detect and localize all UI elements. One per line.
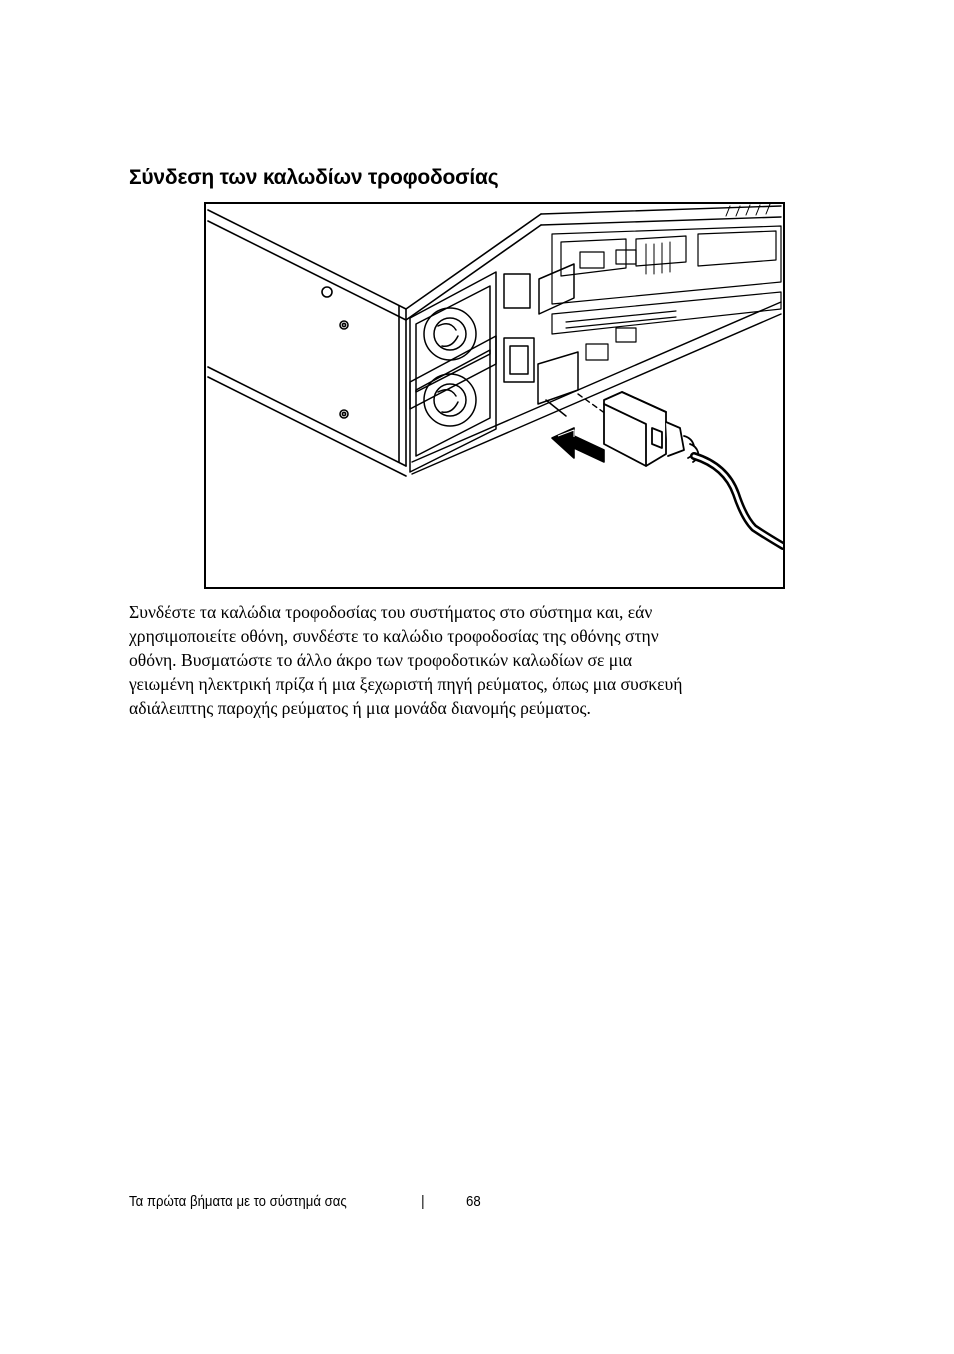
power-cable-illustration xyxy=(206,204,783,587)
power-plug xyxy=(604,392,698,466)
footer-doc-title: Τα πρώτα βήματα με το σύστημά σας xyxy=(129,1193,347,1210)
rear-panel xyxy=(412,206,781,474)
body-paragraph xyxy=(129,600,849,720)
page-footer xyxy=(129,1193,481,1210)
rear-ports xyxy=(552,226,781,360)
section-title: Σύνδεση των καλωδίων τροφοδοσίας xyxy=(129,166,499,189)
chassis-side-panel xyxy=(208,210,541,476)
body-line: χρησιμοποιείτε οθόνη, συνδέστε το καλώδιο τροφοδοσίας της οθόνης στην xyxy=(129,626,659,646)
body-line: Συνδέστε τα καλώδια τροφοδοσίας του συστήματος στο σύστημα και, εάν xyxy=(129,602,653,622)
body-line: οθόνη. Βυσματώστε το άλλο άκρο των τροφοδοτικών καλωδίων σε μια xyxy=(129,650,633,670)
power-cable-figure xyxy=(204,202,785,589)
alignment-guide xyxy=(578,394,606,414)
insertion-arrow xyxy=(552,428,604,462)
body-line: γειωμένη ηλεκτρική πρίζα ή μια ξεχωριστή πηγή ρεύματος, όπως μια συσκευή xyxy=(129,674,683,694)
page-number: 68 xyxy=(466,1193,481,1210)
body-line: αδιάλειπτης παροχής ρεύματος ή μια μονάδα διανομής ρεύματος. xyxy=(129,698,591,718)
footer-separator: | xyxy=(421,1193,425,1210)
